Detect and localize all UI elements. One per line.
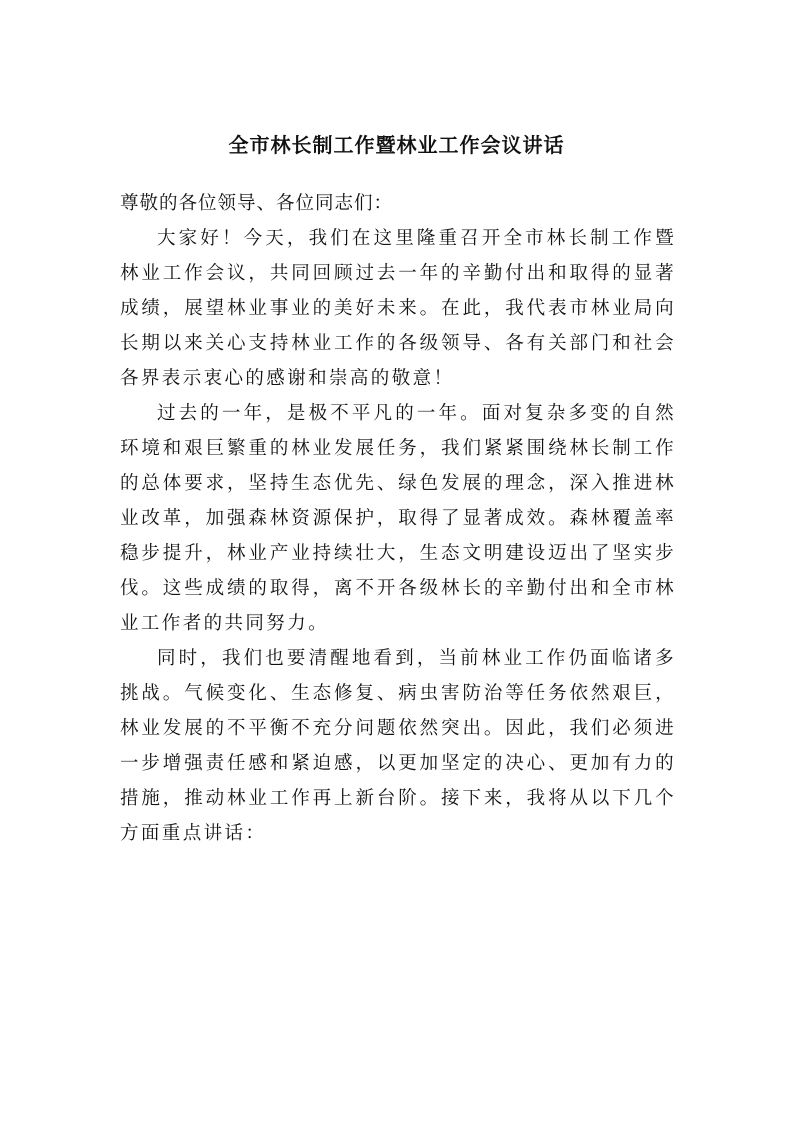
paragraph-past-year: 过去的一年，是极不平凡的一年。面对复杂多变的自然环境和艰巨繁重的林业发展任务，我们紧紧围绕林长制工作的总体要求，坚持生态优先、绿色发展的理念，深入推进林业改革，加强森林资源保护，取得了显著成效。森林覆盖率稳步提升，林业产业持续壮大，生态文明建设迈出了坚实步伐。这些成绩的取得，离不开各级林长的辛勤付出和全市林业工作者的共同努力。 [120,403,676,634]
paragraph-opening: 大家好！今天，我们在这里隆重召开全市林长制工作暨林业工作会议，共同回顾过去一年的辛勤付出和取得的显著成绩，展望林业事业的美好未来。在此，我代表市林业局向长期以来关心支持林业工作的各级领导、各有关部门和社会各界表示衷心的感谢和崇高的敬意！ [120,228,676,389]
document-body [120,186,676,851]
paragraph-challenges: 同时，我们也要清醒地看到，当前林业工作仍面临诸多挑战。气候变化、生态修复、病虫害防治等任务依然艰巨，林业发展的不平衡不充分问题依然突出。因此，我们必须进一步增强责任感和紧迫感，以更加坚定的决心、更加有力的措施，推动林业工作再上新台阶。接下来，我将从以下几个方面重点讲话： [120,648,676,844]
document-title: 全市林长制工作暨林业工作会议讲话 [228,133,565,157]
salutation: 尊敬的各位领导、各位同志们： [120,193,394,214]
